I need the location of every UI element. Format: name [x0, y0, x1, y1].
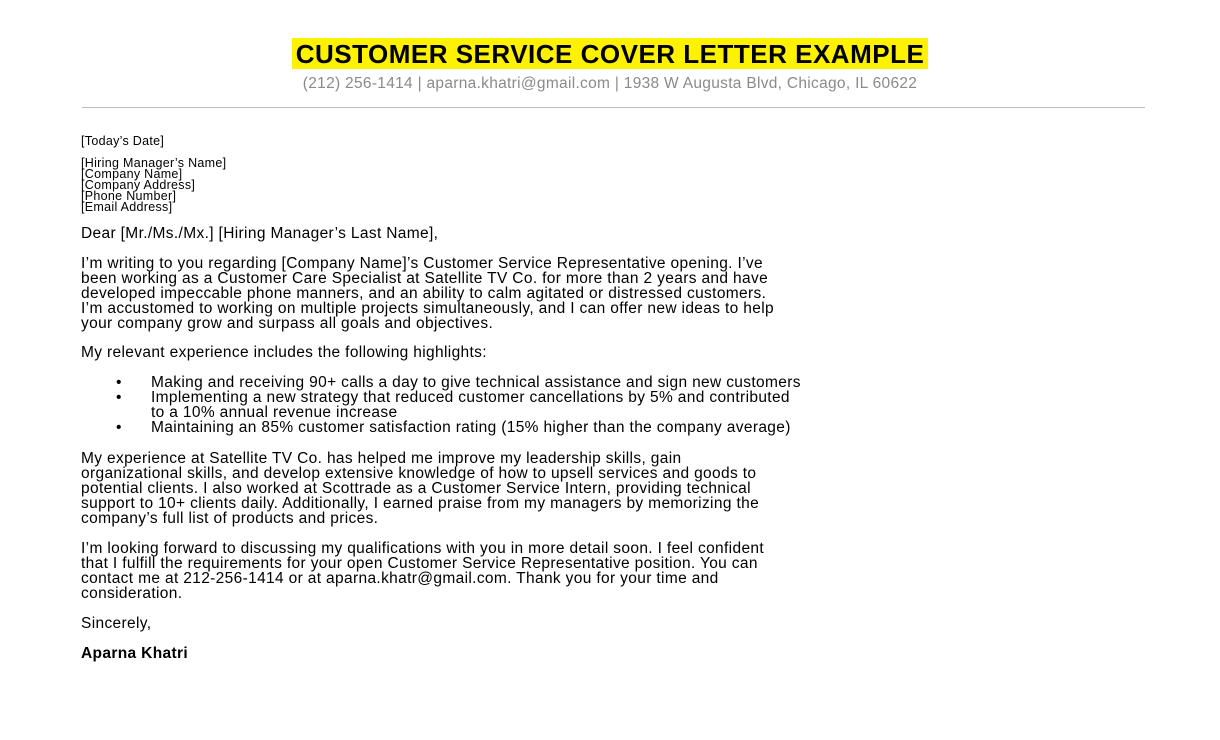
paragraph-experience [81, 451, 1161, 526]
paragraph-closing [81, 541, 1161, 601]
paragraph-intro [81, 256, 1161, 331]
closing-line: Sincerely, [81, 615, 152, 632]
highlights-list [116, 375, 801, 435]
list-item-text: to a 10% annual revenue increase [151, 404, 398, 421]
paragraph-line: company’s full list of products and prices. [81, 510, 379, 527]
list-item-text: Implementing a new strategy that reduced customer cancellations by 5% and contributed [151, 389, 790, 406]
title-wrapper [0, 38, 1220, 69]
paragraph-line: I’m writing to you regarding [Company Name]’s Customer Service Representative opening. I’ve [81, 255, 764, 272]
recipient-address: [Company Address] [81, 178, 196, 192]
paragraph-line: I’m looking forward to discussing my qualifications with you in more detail soon. I feel confident [81, 540, 765, 557]
paragraph-line: I’m accustomed to working on multiple projects simultaneously, and I can offer new ideas to help [81, 300, 774, 317]
bullet-glyph: • [116, 419, 122, 436]
paragraph-line: developed impeccable phone manners, and an ability to calm agitated or distressed customers. [81, 285, 767, 302]
list-item-text: Maintaining an 85% customer satisfaction rating (15% higher than the company average) [151, 419, 791, 436]
paragraph-line: My experience at Satellite TV Co. has helped me improve my leadership skills, gain [81, 450, 682, 467]
list-item-text: Making and receiving 90+ calls a day to give technical assistance and sign new customers [151, 374, 801, 391]
page-title: CUSTOMER SERVICE COVER LETTER EXAMPLE [292, 38, 929, 69]
list-item [116, 420, 801, 435]
recipient-phone: [Phone Number] [81, 189, 177, 203]
list-item [116, 375, 801, 390]
recipient-block [81, 158, 226, 213]
signature: Aparna Khatri [81, 645, 189, 662]
list-item [116, 390, 801, 420]
paragraph-line: contact me at 212-256-1414 or at aparna.khatr@gmail.com. Thank you for your time and [81, 570, 719, 587]
recipient-company: [Company Name] [81, 167, 183, 181]
paragraph-line: support to 10+ clients daily. Additionally, I earned praise from my managers by memorizing the [81, 495, 760, 512]
highlights-intro: My relevant experience includes the following highlights: [81, 344, 487, 361]
date-line: [Today’s Date] [81, 134, 165, 148]
salutation: Dear [Mr./Ms./Mx.] [Hiring Manager’s Last Name], [81, 225, 439, 242]
recipient-email: [Email Address] [81, 200, 173, 214]
paragraph-line: that I fulfill the requirements for your open Customer Service Representative position. You can [81, 555, 758, 572]
recipient-name: [Hiring Manager’s Name] [81, 156, 227, 170]
header-divider [82, 107, 1145, 108]
bullet-glyph: • [116, 389, 122, 406]
paragraph-line: been working as a Customer Care Specialist at Satellite TV Co. for more than 2 years and have [81, 270, 769, 287]
bullet-glyph: • [116, 374, 122, 391]
contact-line: (212) 256-1414 | aparna.khatri@gmail.com | 1938 W Augusta Blvd, Chicago, IL 60622 [302, 75, 918, 92]
paragraph-line: your company grow and surpass all goals and objectives. [81, 315, 494, 332]
paragraph-line: potential clients. I also worked at Scottrade as a Customer Service Intern, providing technical [81, 480, 751, 497]
paragraph-line: consideration. [81, 585, 183, 602]
paragraph-line: organizational skills, and develop extensive knowledge of how to upsell services and goods to [81, 465, 757, 482]
